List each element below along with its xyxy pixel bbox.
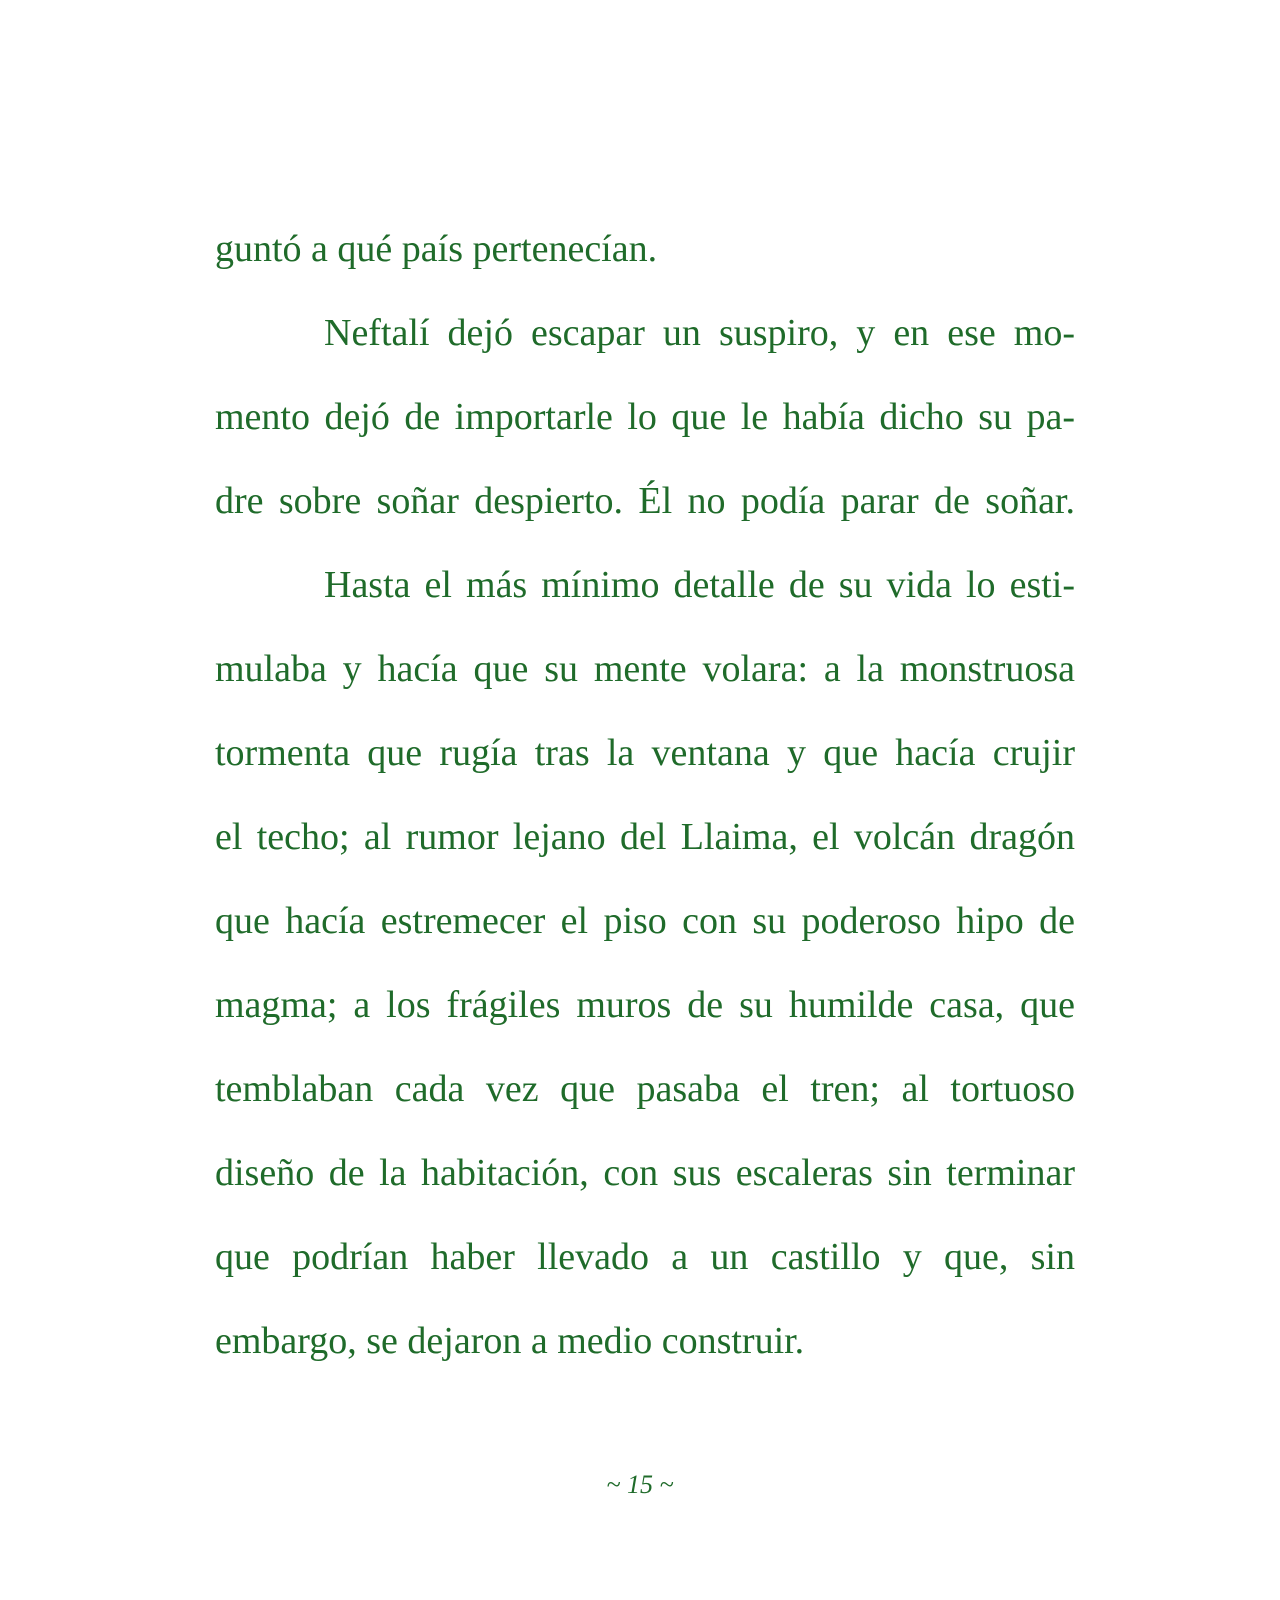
text-line: el techo; al rumor lejano del Llaima, el volcán dragón	[215, 816, 1075, 858]
text-line: guntó a qué país pertenecían.	[215, 228, 658, 270]
text-line: magma; a los frágiles muros de su humilde casa, que	[215, 984, 1075, 1026]
text-line: mento dejó de importarle lo que le había dicho su pa-	[215, 396, 1075, 438]
text-line: embargo, se dejaron a medio construir.	[215, 1320, 805, 1362]
text-line: dre sobre soñar despierto. Él no podía parar de soñar.	[215, 480, 1075, 522]
page-number: ~ 15 ~	[606, 1470, 674, 1499]
text-line: temblaban cada vez que pasaba el tren; al tortuoso	[215, 1068, 1075, 1110]
text-line: diseño de la habitación, con sus escaleras sin terminar	[215, 1152, 1075, 1194]
text-line: Neftalí dejó escapar un suspiro, y en ese mo-	[324, 312, 1075, 354]
text-line: que podrían haber llevado a un castillo y que, sin	[215, 1236, 1075, 1278]
text-line: que hacía estremecer el piso con su poderoso hipo de	[215, 900, 1075, 942]
body-text	[215, 207, 1075, 1383]
text-line: mulaba y hacía que su mente volara: a la monstruosa	[215, 648, 1075, 690]
text-line: tormenta que rugía tras la ventana y que hacía crujir	[215, 732, 1075, 774]
text-line: Hasta el más mínimo detalle de su vida lo esti-	[324, 564, 1075, 606]
